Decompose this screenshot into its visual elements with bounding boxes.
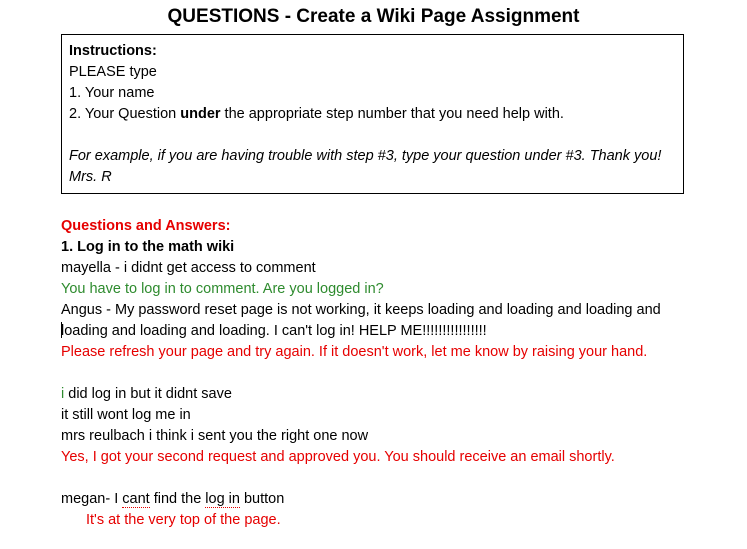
- megan-text-a: megan- I: [61, 491, 123, 507]
- instructions-box: [61, 34, 684, 194]
- spell-log-in: log in: [205, 491, 240, 507]
- instructions-step-2: [69, 104, 676, 125]
- spell-cant: cant: [122, 491, 150, 507]
- reply-approved: Yes, I got your second request and approved you. You should receive an email shortly.: [61, 449, 615, 465]
- comment-save-first: i: [61, 386, 65, 402]
- comment-save: [61, 384, 701, 405]
- instructions-example: For example, if you are having trouble with step #3, type your question under #3. Thank you! Mrs. R: [69, 148, 662, 185]
- comment-wont-log: it still wont log me in: [61, 407, 191, 423]
- comment-megan: [61, 489, 701, 510]
- comment-mayella: mayella - i didnt get access to comment: [61, 260, 316, 276]
- instructions-heading: Instructions:: [69, 43, 157, 59]
- megan-text-c: find the: [149, 491, 206, 507]
- step-2-bold: under: [180, 106, 221, 122]
- reply-refresh: Please refresh your page and try again. If it doesn't work, let me know by raising your hand.: [61, 344, 648, 360]
- reply-top-of-page: It's at the very top of the page.: [86, 512, 281, 528]
- comment-save-rest: did log in but it didnt save: [64, 386, 232, 402]
- step-1-heading: 1. Log in to the math wiki: [61, 239, 235, 255]
- megan-text-e: button: [239, 491, 285, 507]
- reply-login: You have to log in to comment. Are you logged in?: [61, 281, 384, 297]
- qa-heading: Questions and Answers:: [61, 218, 231, 234]
- instructions-line: PLEASE type: [69, 64, 157, 80]
- instructions-step-1: 1. Your name: [69, 85, 155, 101]
- qa-section[interactable]: [61, 216, 701, 531]
- comment-angus: Angus - My password reset page is not working, it keeps loading and loading and loading and: [61, 302, 661, 318]
- comment-angus-cont: [61, 321, 701, 342]
- comment-reulbach: mrs reulbach i think i sent you the right one now: [61, 428, 369, 444]
- page-title: QUESTIONS - Create a Wiki Page Assignment: [167, 6, 580, 27]
- step-2-text-rest: the appropriate step number that you need help with.: [220, 106, 564, 122]
- step-2-text: 2. Your Question: [69, 106, 181, 122]
- comment-angus-text: loading and loading and loading. I can't log in! HELP ME!!!!!!!!!!!!!!!!: [61, 323, 487, 339]
